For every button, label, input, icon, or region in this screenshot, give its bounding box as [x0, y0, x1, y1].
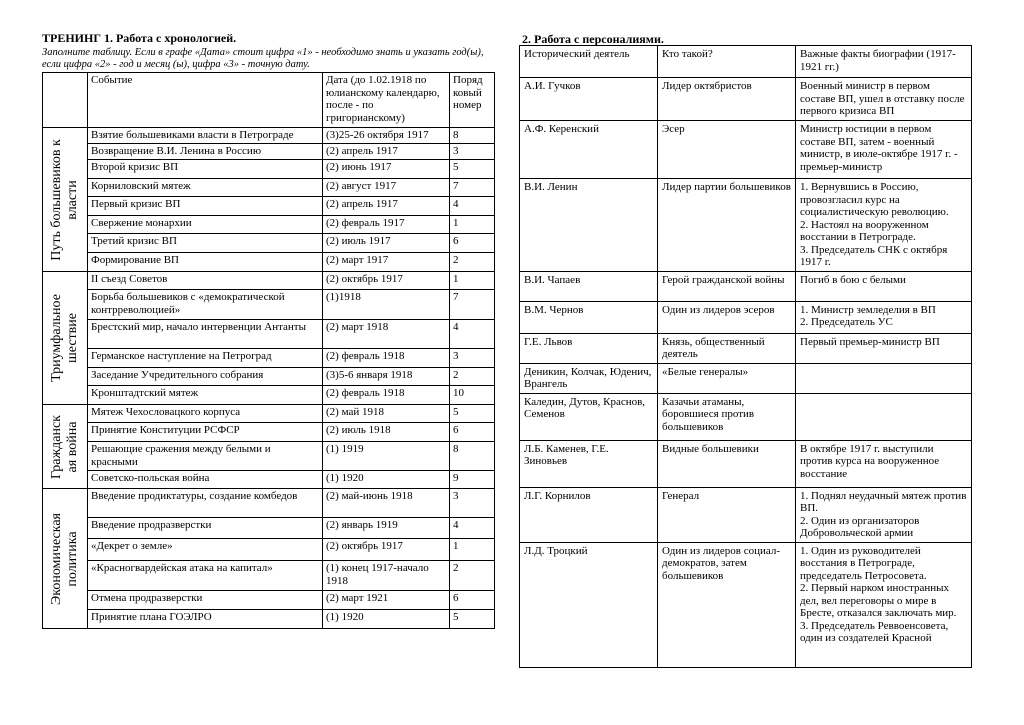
date-cell: (1) 1920 [323, 471, 450, 489]
event-cell: Первый кризис ВП [88, 197, 323, 216]
chronology-row [43, 518, 495, 539]
event-cell: Свержение монархии [88, 216, 323, 234]
personalities-table [519, 45, 972, 668]
number-cell: 5 [450, 405, 495, 423]
name-header: Исторический деятель [520, 46, 658, 78]
person-row [520, 542, 972, 667]
event-cell: Взятие большевиками власти в Петрограде [88, 128, 323, 144]
event-cell: Введение продразверстки [88, 518, 323, 539]
chronology-row [43, 160, 495, 179]
chronology-header-row [43, 73, 495, 128]
date-cell: (2) март 1917 [323, 253, 450, 272]
event-cell: Принятие плана ГОЭЛРО [88, 610, 323, 629]
person-role-cell: Один из лидеров социал-демократов, затем большевиков [658, 542, 796, 667]
event-cell: Брестский мир, начало интервенции Антанты [88, 320, 323, 349]
date-cell: (1) 1919 [323, 442, 450, 471]
number-cell: 7 [450, 290, 495, 320]
category-label: Гражданск ая война [49, 414, 80, 479]
date-cell: (1)1918 [323, 290, 450, 320]
person-role-cell: «Белые генералы» [658, 363, 796, 393]
date-cell: (1) 1920 [323, 610, 450, 629]
chronology-row [43, 128, 495, 144]
person-row [520, 440, 972, 487]
number-cell: 8 [450, 442, 495, 471]
category-cell [43, 128, 88, 272]
event-header: Событие [88, 73, 323, 128]
number-cell: 6 [450, 423, 495, 442]
date-cell: (2) август 1917 [323, 179, 450, 197]
chronology-row [43, 471, 495, 489]
person-name-cell: Л.Б. Каменев, Г.Е. Зиновьев [520, 440, 658, 487]
number-cell: 8 [450, 128, 495, 144]
chronology-row [43, 272, 495, 290]
event-cell: «Декрет о земле» [88, 539, 323, 561]
number-header: Поряд ковый номер [450, 73, 495, 128]
date-cell: (2) октябрь 1917 [323, 539, 450, 561]
number-cell: 4 [450, 518, 495, 539]
person-role-cell: Эсер [658, 121, 796, 179]
date-cell: (2) июль 1918 [323, 423, 450, 442]
instruction-note: Заполните таблицу. Если в графе «Дата» стоит цифра «1» - необходимо знать и указать год(ы), если цифра «2» - год и месяц (ы), цифра «3» - точную дату. [42, 47, 484, 70]
who-header: Кто такой? [658, 46, 796, 78]
chronology-row [43, 216, 495, 234]
number-cell: 1 [450, 272, 495, 290]
event-cell: Третий кризис ВП [88, 234, 323, 253]
date-header: Дата (до 1.02.1918 по юлианскому календарю, после - по григорианскому) [323, 73, 450, 128]
person-row [520, 271, 972, 301]
header-blank-cell [43, 73, 88, 128]
chronology-row [43, 489, 495, 518]
category-label: Триумфальное шествие [49, 294, 80, 382]
number-cell: 10 [450, 386, 495, 405]
person-facts-cell: 1. Министр земледелия в ВП 2. Председатель УС [796, 301, 972, 333]
date-cell: (2) июль 1917 [323, 234, 450, 253]
event-cell: Второй кризис ВП [88, 160, 323, 179]
person-row [520, 301, 972, 333]
person-name-cell: Г.Е. Львов [520, 333, 658, 363]
chronology-row [43, 442, 495, 471]
chronology-row [43, 349, 495, 368]
number-cell: 5 [450, 610, 495, 629]
number-cell: 3 [450, 489, 495, 518]
event-cell: Введение продиктатуры, создание комбедов [88, 489, 323, 518]
chronology-row [43, 561, 495, 591]
date-cell: (2) май-июнь 1918 [323, 489, 450, 518]
category-label: Путь большевиков к власти [49, 138, 80, 261]
date-cell: (2) февраль 1918 [323, 386, 450, 405]
number-cell: 4 [450, 320, 495, 349]
chronology-row [43, 610, 495, 629]
chronology-row [43, 591, 495, 610]
event-cell: Решающие сражения между белыми и красными [88, 442, 323, 471]
number-cell: 6 [450, 234, 495, 253]
person-row [520, 393, 972, 440]
number-cell: 9 [450, 471, 495, 489]
date-cell: (2) апрель 1917 [323, 197, 450, 216]
person-row [520, 487, 972, 542]
event-cell: Принятие Конституции РСФСР [88, 423, 323, 442]
chronology-row [43, 290, 495, 320]
date-cell: (3)5-6 января 1918 [323, 368, 450, 386]
event-cell: «Красногвардейская атака на капитал» [88, 561, 323, 591]
event-cell: Кронштадтский мятеж [88, 386, 323, 405]
chronology-row [43, 405, 495, 423]
person-facts-cell: Погиб в бою с белыми [796, 271, 972, 301]
person-name-cell: А.И. Гучков [520, 78, 658, 121]
chronology-row [43, 234, 495, 253]
person-row [520, 333, 972, 363]
event-cell: Корниловский мятеж [88, 179, 323, 197]
left-title: ТРЕНИНГ 1. Работа с хронологией. [42, 31, 237, 45]
event-cell: Советско-польская война [88, 471, 323, 489]
person-row [520, 179, 972, 272]
number-cell: 6 [450, 591, 495, 610]
chronology-row [43, 386, 495, 405]
event-cell: Заседание Учредительного собрания [88, 368, 323, 386]
person-role-cell: Казачьи атаманы, боровшиеся против большевиков [658, 393, 796, 440]
category-cell [43, 272, 88, 405]
event-cell: Отмена продразверстки [88, 591, 323, 610]
date-cell: (2) октябрь 1917 [323, 272, 450, 290]
event-cell: Формирование ВП [88, 253, 323, 272]
number-cell: 4 [450, 197, 495, 216]
number-cell: 2 [450, 368, 495, 386]
date-cell: (2) март 1921 [323, 591, 450, 610]
person-facts-cell: Военный министр в первом составе ВП, ушел в отставку после первого кризиса ВП [796, 78, 972, 121]
event-cell: Борьба большевиков с «демократической контрреволюцией» [88, 290, 323, 320]
person-facts-cell [796, 363, 972, 393]
date-cell: (3)25-26 октября 1917 [323, 128, 450, 144]
right-title: 2. Работа с персоналиями. [522, 32, 664, 46]
date-cell: (1) конец 1917-начало 1918 [323, 561, 450, 591]
number-cell: 3 [450, 349, 495, 368]
person-role-cell: Видные большевики [658, 440, 796, 487]
number-cell: 1 [450, 216, 495, 234]
person-role-cell: Лидер партии большевиков [658, 179, 796, 272]
number-cell: 1 [450, 539, 495, 561]
chronology-row [43, 423, 495, 442]
number-cell: 5 [450, 160, 495, 179]
person-row [520, 78, 972, 121]
chronology-row [43, 144, 495, 160]
person-row [520, 121, 972, 179]
chronology-row [43, 539, 495, 561]
person-facts-cell: 1. Вернувшись в Россию, провозгласил курс на социалистическую революцию. 2. Настоял на вооруженном восстании в Петрограде. 3. Председатель СНК с октября 1917 г. [796, 179, 972, 272]
person-row [520, 363, 972, 393]
number-cell: 2 [450, 561, 495, 591]
category-cell [43, 405, 88, 489]
chronology-row [43, 368, 495, 386]
person-name-cell: Деникин, Колчак, Юденич, Врангель [520, 363, 658, 393]
personalities-header-row [520, 46, 972, 78]
number-cell: 3 [450, 144, 495, 160]
person-name-cell: В.М. Чернов [520, 301, 658, 333]
chronology-row [43, 179, 495, 197]
person-facts-cell: 1. Один из руководителей восстания в Петрограде, председатель Петросовета. 2. Первый нарком иностранных дел, вел переговоры о мире в Бресте, отказался заключать мир. 3. Председатель Реввоенсовета, один из создателей Красной [796, 542, 972, 667]
person-role-cell: Один из лидеров эсеров [658, 301, 796, 333]
person-facts-cell [796, 393, 972, 440]
chronology-row [43, 320, 495, 349]
chronology-row [43, 197, 495, 216]
person-facts-cell: Министр юстиции в первом составе ВП, затем - военный министр, в июле-октябре 1917 г. - премьер-министр [796, 121, 972, 179]
category-label: Экономическая политика [49, 512, 80, 605]
number-cell: 2 [450, 253, 495, 272]
category-cell [43, 489, 88, 629]
person-name-cell: Каледин, Дутов, Краснов, Семенов [520, 393, 658, 440]
event-cell: Возвращение В.И. Ленина в Россию [88, 144, 323, 160]
person-role-cell: Генерал [658, 487, 796, 542]
event-cell: Мятеж Чехословацкого корпуса [88, 405, 323, 423]
date-cell: (2) июнь 1917 [323, 160, 450, 179]
person-facts-cell: В октябре 1917 г. выступили против курса на вооруженное восстание [796, 440, 972, 487]
person-role-cell: Герой гражданской войны [658, 271, 796, 301]
chronology-table [42, 72, 495, 629]
person-role-cell: Лидер октябристов [658, 78, 796, 121]
date-cell: (2) февраль 1918 [323, 349, 450, 368]
date-cell: (2) май 1918 [323, 405, 450, 423]
person-name-cell: В.И. Чапаев [520, 271, 658, 301]
facts-header: Важные факты биографии (1917-1921 гг.) [796, 46, 972, 78]
chronology-row [43, 253, 495, 272]
number-cell: 7 [450, 179, 495, 197]
person-role-cell: Князь, общественный деятель [658, 333, 796, 363]
person-facts-cell: Первый премьер-министр ВП [796, 333, 972, 363]
person-name-cell: В.И. Ленин [520, 179, 658, 272]
date-cell: (2) февраль 1917 [323, 216, 450, 234]
event-cell: Германское наступление на Петроград [88, 349, 323, 368]
person-name-cell: Л.Д. Троцкий [520, 542, 658, 667]
date-cell: (2) январь 1919 [323, 518, 450, 539]
person-facts-cell: 1. Поднял неудачный мятеж против ВП. 2. Один из организаторов Добровольческой армии [796, 487, 972, 542]
date-cell: (2) апрель 1917 [323, 144, 450, 160]
event-cell: II съезд Советов [88, 272, 323, 290]
person-name-cell: Л.Г. Корнилов [520, 487, 658, 542]
person-name-cell: А.Ф. Керенский [520, 121, 658, 179]
date-cell: (2) март 1918 [323, 320, 450, 349]
